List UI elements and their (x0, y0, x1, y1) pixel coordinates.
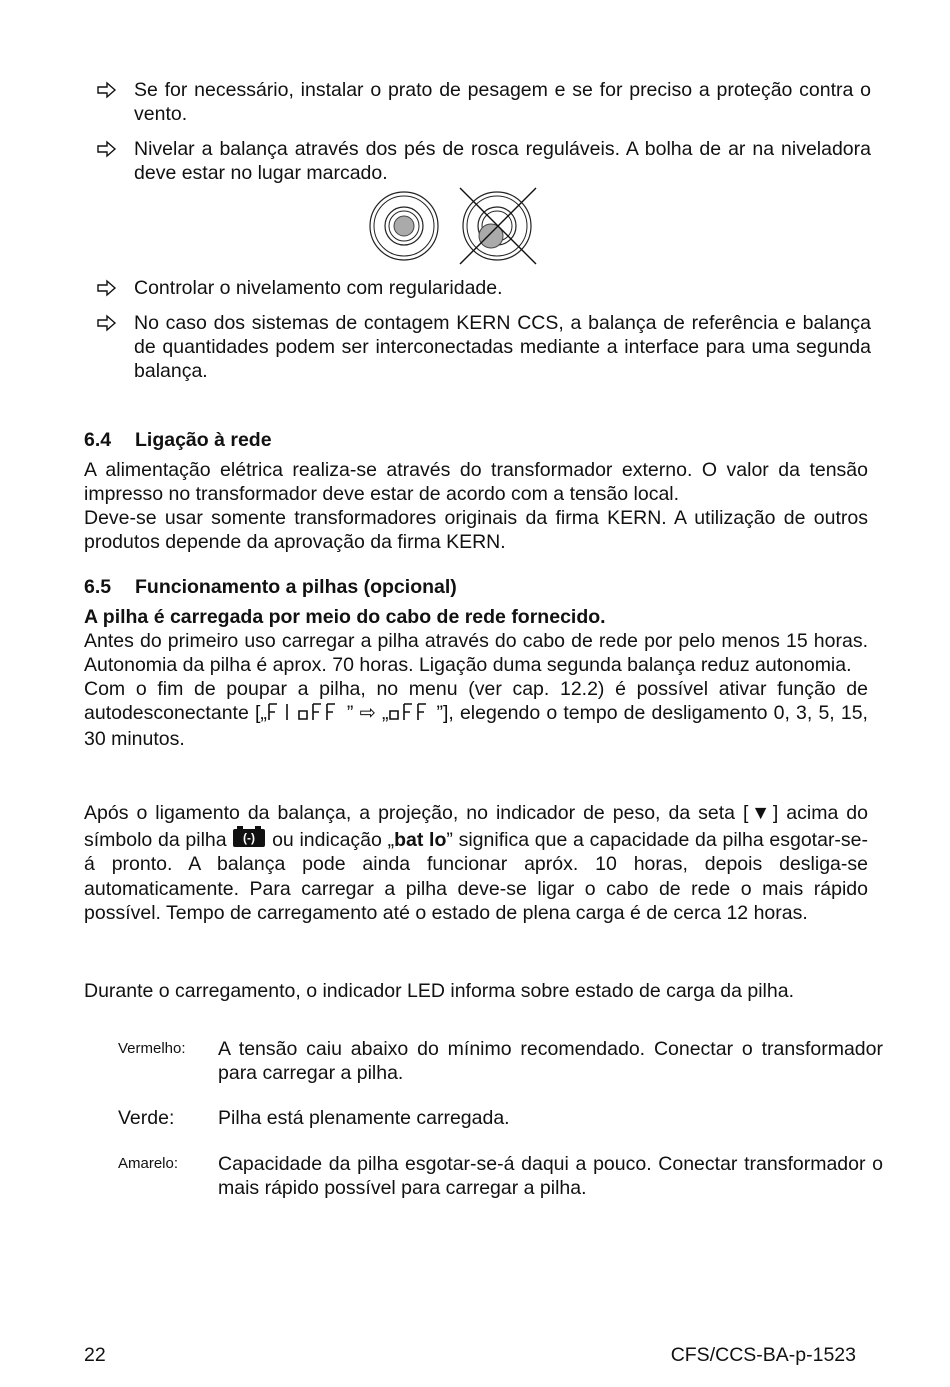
document-code: CFS/CCS-BA-p-1523 (670, 1344, 856, 1366)
bullet-item (96, 276, 871, 300)
level-illustration (368, 186, 543, 266)
page-number: 22 (84, 1344, 106, 1366)
text-span: ”], elegendo o tempo de desligamento 0, 3, 5, 15, 30 minutos. (84, 702, 868, 750)
led-label: Amarelo: (118, 1155, 179, 1172)
level-bubble-centered-icon (370, 192, 438, 260)
section-heading (84, 575, 457, 599)
section-title: Ligação à rede (135, 429, 272, 451)
bold-statement: A pilha é carregada por meio do cabo de rede fornecido. (84, 606, 606, 628)
paragraph (84, 605, 868, 751)
paragraph (84, 801, 868, 926)
hollow-right-arrow-icon (96, 139, 118, 159)
bullet-text: Nivelar a balança através dos pés de rosca reguláveis. A bolha de ar na niveladora deve estar no lugar marcado. (134, 138, 871, 184)
paragraph-line (84, 677, 868, 751)
led-state-green (118, 1106, 883, 1130)
bat-lo-label: bat lo (394, 828, 447, 851)
paragraph-line: Antes do primeiro uso carregar a pilha através do cabo de rede por pelo menos 15 horas. Autonomia da pilha é aprox. 70 horas. Ligação duma segunda balança reduz autonomia. (84, 630, 868, 676)
lcd-display-off (388, 703, 436, 727)
bullet-item (96, 78, 871, 126)
hollow-right-arrow-icon (96, 80, 118, 100)
bullet-text: Se for necessário, instalar o prato de pesagem e se for preciso a proteção contra o vento. (134, 79, 871, 125)
led-label: Vermelho: (118, 1040, 186, 1057)
section-heading (84, 428, 272, 452)
led-state-red (118, 1037, 883, 1085)
paragraph-line: Deve-se usar somente transformadores originais da firma KERN. A utilização de outros produtos depende da aprovação da firma KERN. (84, 507, 868, 553)
section-number: 6.5 (84, 576, 112, 598)
text-span: ” significa que a capacidade da pilha esgotar-se-á pronto. A balança pode ainda funcionar apróx. 10 horas, depois desliga-se automaticamente. Para carregar a pilha deve-se ligar o cabo de rede o mais rápido possível. Tempo de carregamento até o estado de plena carga é de cerca 12 horas. (84, 828, 869, 924)
paragraph-line: A alimentação elétrica realiza-se através do transformador externo. O valor da tensão impresso no transformador deve estar de acordo com a tensão local. (84, 459, 868, 505)
hollow-right-arrow-icon (96, 278, 118, 298)
section-title: Funcionamento a pilhas (opcional) (135, 576, 457, 598)
section-number: 6.4 (84, 429, 112, 451)
text-span: ou indicação „ (266, 828, 395, 851)
bullet-text: No caso dos sistemas de contagem KERN CCS, a balança de referência e balança de quantidades podem ser interconectadas mediante a interface para uma segunda balança. (134, 312, 871, 382)
level-bubble-off-center-crossed-icon (460, 188, 536, 264)
hollow-right-arrow-icon (96, 313, 118, 333)
lcd-display-f1off (267, 703, 347, 727)
bullet-item (96, 311, 871, 383)
battery-minus-icon (232, 826, 266, 848)
svg-text:(-): (-) (243, 830, 256, 845)
text-span: Após o ligamento da balança, a projeção, no indicador de peso, da seta [▼] acima do símbolo da pilha (84, 802, 868, 851)
led-description: Capacidade da pilha esgotar-se-á daqui a pouco. Conectar transformador o mais rápido possível para carregar a pilha. (218, 1153, 883, 1199)
text-span: Com o fim de poupar a pilha, no menu (ver cap. 12.2) é possível ativar função de autodesconectante [„ (84, 678, 868, 724)
paragraph: Durante o carregamento, o indicador LED informa sobre estado de carga da pilha. (84, 980, 794, 1002)
led-state-yellow (118, 1152, 883, 1200)
led-description: A tensão caiu abaixo do mínimo recomendado. Conectar o transformador para carregar a pilha. (218, 1038, 883, 1084)
led-description: Pilha está plenamente carregada. (218, 1107, 510, 1129)
led-label: Verde: (118, 1107, 175, 1129)
bullet-text: Controlar o nivelamento com regularidade. (134, 277, 503, 299)
paragraph (84, 458, 868, 554)
text-span: ” ⇨ „ (346, 702, 389, 724)
bullet-item (96, 137, 871, 185)
